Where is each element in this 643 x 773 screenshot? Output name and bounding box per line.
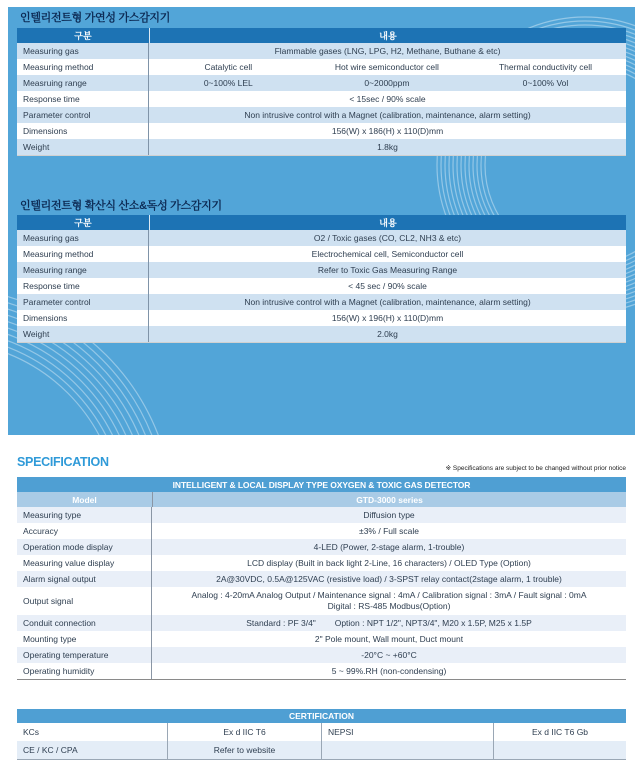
spec-table-title: INTELLIGENT & LOCAL DISPLAY TYPE OXYGEN & TOXIC GAS DETECTOR (17, 477, 626, 492)
row-value: 4-LED (Power, 2-stage alarm, 1-trouble) (313, 541, 465, 552)
row-value: Non intrusive control with a Magnet (calibration, maintenance, alarm setting) (244, 297, 531, 307)
row-label: Measruing range (17, 75, 149, 91)
row-value: ±3% / Full scale (359, 525, 419, 536)
row-value: 156(W) x 186(H) x 110(D)mm (331, 126, 444, 136)
row-value: < 45 sec / 90% scale (348, 281, 427, 291)
row-label: Measuring method (17, 59, 149, 75)
row-value: Hot wire semiconductor cell (334, 62, 439, 72)
cert-cell (322, 741, 494, 759)
table-row (17, 723, 626, 741)
model-value: GTD-3000 series (356, 494, 423, 505)
table1-header-label: 구분 (17, 28, 150, 43)
table2-header-label: 구분 (17, 215, 150, 230)
cert-cell: Refer to website (168, 741, 322, 759)
certification-table (17, 709, 626, 760)
table-row (17, 139, 626, 155)
cert-cell: NEPSI (322, 723, 494, 741)
table-row (17, 262, 626, 278)
row-label: Alarm signal output (17, 571, 152, 587)
row-value: Non intrusive control with a Magnet (calibration, maintenance, alarm setting) (244, 110, 531, 120)
model-label: Model (17, 492, 153, 507)
cert-cell: Ex d IIC T6 Gb (531, 727, 589, 737)
row-label: Parameter control (17, 107, 149, 123)
table-row (17, 741, 626, 759)
row-value: Flammable gases (LNG, LPG, H2, Methane, Buthane & etc) (274, 46, 501, 56)
row-value: 2.0kg (377, 329, 398, 339)
row-label: Operating humidity (17, 663, 152, 679)
table-row (17, 43, 626, 59)
row-value: -20°C ~ +60°C (361, 649, 417, 660)
table-row (17, 523, 626, 539)
row-label: Response time (17, 278, 149, 294)
row-label: Output signal (17, 587, 152, 615)
row-value: 0~2000ppm (364, 78, 410, 88)
output-signal-line2: Digital : RS-485 Modbus(Option) (327, 601, 451, 611)
cert-cell: Ex d IIC T6 (168, 723, 322, 741)
cert-cell (494, 741, 626, 759)
row-value: LCD display (Built in back light 2-Line, 16 characters) / OLED Type (Option) (247, 557, 531, 568)
row-label: Accuracy (17, 523, 152, 539)
table-row (17, 615, 626, 631)
table-row (17, 647, 626, 663)
row-value: Catalytic cell (204, 62, 253, 72)
row-value: 156(W) x 196(H) x 110(D)mm (331, 313, 444, 323)
row-label: Mounting type (17, 631, 152, 647)
flammable-detector-table (17, 28, 626, 156)
row-label: Dimensions (17, 310, 149, 326)
row-value (152, 587, 626, 615)
table-row (17, 75, 626, 91)
row-value: 0~100% Vol (522, 78, 569, 88)
table-row (17, 278, 626, 294)
row-label: Operating temperature (17, 647, 152, 663)
row-value: < 15sec / 90% scale (349, 94, 426, 104)
table-row (17, 123, 626, 139)
row-value: Diffusion type (363, 509, 415, 520)
table-row (17, 230, 626, 246)
table2-header-row (17, 215, 626, 230)
oxygen-toxic-detector-table (17, 215, 626, 343)
table-row (17, 663, 626, 679)
row-label: Operation mode display (17, 539, 152, 555)
table-row (17, 631, 626, 647)
table-row (17, 246, 626, 262)
row-value: Standard : PF 3/4" Option : NPT 1/2", NPT3/4", M20 x 1.5P, M25 x 1.5P (246, 617, 532, 628)
row-label: Measuring gas (17, 43, 149, 59)
table-row (17, 326, 626, 342)
cert-cell: CE / KC / CPA (17, 741, 168, 759)
row-label: Measuring method (17, 246, 149, 262)
row-label: Conduit connection (17, 615, 152, 631)
row-label: Measuring type (17, 507, 152, 523)
row-value: 1.8kg (377, 142, 398, 152)
table-row (17, 539, 626, 555)
row-label: Measuring gas (17, 230, 149, 246)
table-row (17, 310, 626, 326)
certification-title: CERTIFICATION (17, 709, 626, 723)
row-value: 0~100% LEL (203, 78, 253, 88)
table-row (17, 91, 626, 107)
row-value: O2 / Toxic gases (CO, CL2, NH3 & etc) (313, 233, 462, 243)
row-value: Thermal conductivity cell (498, 62, 593, 72)
table-row (17, 294, 626, 310)
row-label: Response time (17, 91, 149, 107)
row-label: Weight (17, 326, 149, 342)
specification-heading: SPECIFICATION (17, 455, 109, 469)
row-value: Electrochemical cell, Semiconductor cell (311, 249, 464, 259)
row-value: 5 ~ 99%.RH (non-condensing) (331, 665, 447, 676)
row-value: 2" Pole mount, Wall mount, Duct mount (314, 633, 464, 644)
row-label: Measuring range (17, 262, 149, 278)
table2-header-value: 내용 (379, 218, 397, 228)
row-label: Measuring value display (17, 555, 152, 571)
table-row (17, 507, 626, 523)
cert-cell: KCs (17, 723, 168, 741)
table-row (17, 571, 626, 587)
spec-model-row (17, 492, 626, 507)
table1-title: 인텔리전트형 가연성 가스감지기 (20, 12, 171, 24)
specification-table (17, 477, 626, 680)
output-signal-line1: Analog : 4-20mA Analog Output / Maintenance signal : 4mA / Calibration signal : 3mA / Fault signal : 0mA (191, 590, 587, 600)
row-label: Dimensions (17, 123, 149, 139)
row-label: Weight (17, 139, 149, 155)
table2-title: 인텔리전트형 확산식 산소&독성 가스감지기 (20, 200, 222, 212)
row-value: Refer to Toxic Gas Measuring Range (317, 265, 458, 275)
table-row (17, 59, 626, 75)
row-value: 2A@30VDC, 0.5A@125VAC (resistive load) / 3-SPST relay contact(2stage alarm, 1 trouble) (216, 573, 562, 584)
specification-note: ※ Specifications are subject to be changed without prior notice (445, 465, 626, 472)
table-row (17, 107, 626, 123)
table-row (17, 555, 626, 571)
table-row (17, 587, 626, 615)
row-label: Parameter control (17, 294, 149, 310)
table1-header-value: 내용 (379, 31, 397, 41)
table1-header-row (17, 28, 626, 43)
